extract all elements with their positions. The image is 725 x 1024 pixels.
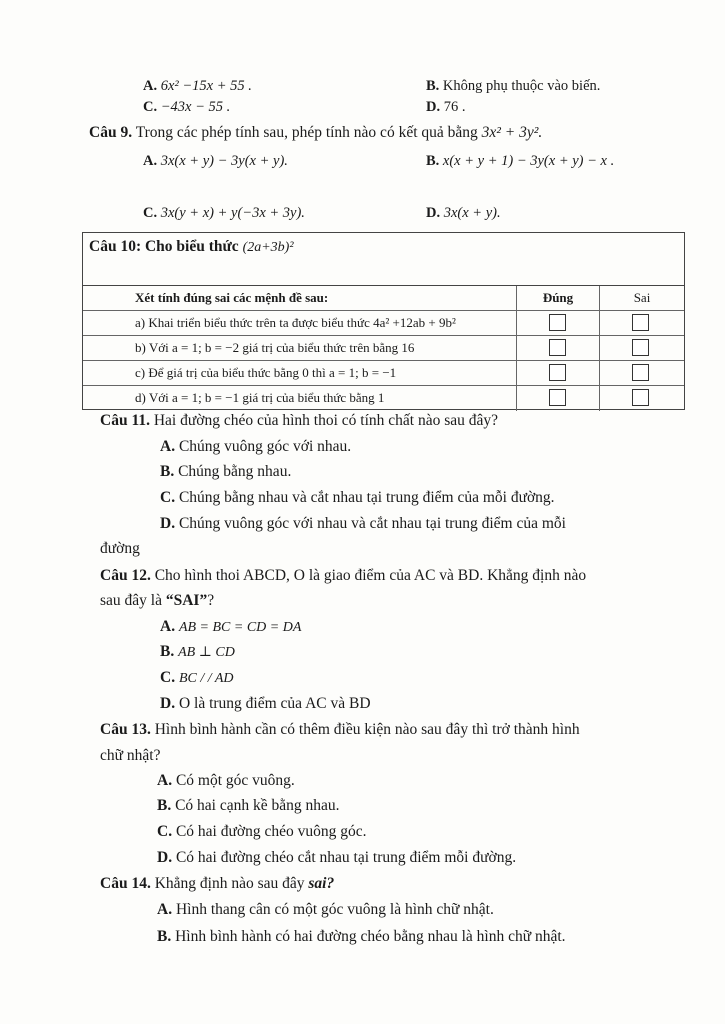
option-text: AB = BC = CD = DA (178, 620, 302, 635)
option-label: C. (143, 99, 158, 115)
q10-expression: (2a+3b)² (242, 240, 294, 255)
option-label: A. (160, 438, 176, 455)
q11-option-d-continued: đường (100, 540, 140, 557)
option-text: Có một góc vuông. (175, 772, 295, 789)
option-label: B. (160, 463, 175, 480)
q9-option-c[interactable] (143, 205, 305, 222)
question-text: Khẳng định nào sau đây (154, 875, 305, 892)
q8-option-a[interactable] (143, 78, 252, 95)
option-label: B. (157, 928, 172, 945)
false-checkbox-b[interactable] (632, 339, 649, 356)
q10-title: Câu 10: Cho biểu thức (2a+3b)² (89, 238, 294, 255)
statement-a: a) Khai triển biểu thức trên ta được biểu thức 4a² +12ab + 9b² (135, 315, 456, 330)
option-label: B. (160, 643, 175, 660)
option-text: Chúng bằng nhau và cắt nhau tại trung điểm của mỗi đường. (178, 489, 555, 506)
q11-option-c[interactable] (160, 489, 555, 507)
question-text: Hai đường chéo của hình thoi có tính chất nào sau đây? (153, 412, 498, 429)
header-true: Đúng (542, 290, 574, 305)
statement-d: d) Với a = 1; b = −1 giá trị của biểu thức bằng 1 (135, 390, 385, 405)
q8-option-d[interactable] (426, 99, 465, 116)
option-label: D. (157, 849, 173, 866)
emphasis-false: “SAI” (165, 592, 208, 609)
false-checkbox-c[interactable] (632, 364, 649, 381)
question-number: Câu 14. (100, 875, 151, 892)
option-text: −43x − 55 . (160, 99, 231, 115)
question-number: Câu 12. (100, 567, 151, 584)
option-text: O là trung điểm của AC và BD (178, 695, 371, 712)
option-text: Không phụ thuộc vào biến. (442, 78, 601, 94)
q9-option-d[interactable] (426, 205, 501, 222)
option-label: C. (160, 669, 176, 686)
q9-option-a[interactable] (143, 153, 288, 170)
q10-table (82, 232, 685, 410)
true-checkbox-a[interactable] (549, 314, 566, 331)
option-text: BC / / AD (178, 671, 234, 686)
option-label: C. (160, 489, 176, 506)
option-text: 3x(x + y). (443, 205, 501, 221)
q8-option-c[interactable] (143, 99, 230, 116)
q9-stem (89, 124, 542, 142)
q12-option-b[interactable] (160, 643, 235, 661)
question-text: Hình bình hành cần có thêm điều kiện nào sau đây thì trở thành hình (154, 721, 580, 738)
question-number: Câu 11. (100, 412, 150, 429)
option-label: A. (143, 78, 158, 94)
q12-stem-line1 (100, 567, 586, 585)
option-label: D. (426, 99, 441, 115)
option-text: 76 . (443, 99, 466, 115)
question-text: Trong các phép tính sau, phép tính nào có kết quả bằng (135, 124, 478, 141)
q13-option-a[interactable] (157, 772, 295, 790)
option-text: Có hai đường chéo vuông góc. (175, 823, 367, 840)
option-text: Chúng vuông góc với nhau và cắt nhau tại trung điểm của mỗi (178, 515, 566, 532)
option-text: 6x² −15x + 55 . (160, 78, 252, 94)
true-checkbox-d[interactable] (549, 389, 566, 406)
option-label: A. (160, 618, 176, 635)
option-text: Hình thang cân có một góc vuông là hình chữ nhật. (175, 901, 494, 918)
true-checkbox-b[interactable] (549, 339, 566, 356)
q13-option-b[interactable] (157, 797, 340, 815)
table-row (83, 336, 684, 361)
table-row (83, 311, 684, 336)
false-checkbox-d[interactable] (632, 389, 649, 406)
q13-option-c[interactable] (157, 823, 366, 841)
option-text: Chúng vuông góc với nhau. (178, 438, 352, 455)
option-text: 3x(x + y) − 3y(x + y). (160, 153, 288, 169)
option-text: Hình bình hành có hai đường chéo bằng nhau là hình chữ nhật. (175, 928, 566, 945)
q12-option-a[interactable] (160, 618, 301, 636)
option-text: Có hai cạnh kề bằng nhau. (175, 797, 340, 814)
option-label: B. (426, 153, 440, 169)
q10-grid (83, 285, 684, 411)
table-row (83, 386, 684, 411)
q11-option-a[interactable] (160, 438, 351, 456)
option-text: Có hai đường chéo cắt nhau tại trung điểm mỗi đường. (175, 849, 517, 866)
table-row (83, 361, 684, 386)
q14-option-a[interactable] (157, 901, 494, 919)
statement-c: c) Để giá trị của biểu thức bằng 0 thì a = 1; b = −1 (135, 365, 397, 380)
header-false: Sai (633, 290, 651, 305)
option-label: D. (160, 515, 176, 532)
q13-stem-line2: chữ nhật? (100, 747, 161, 764)
statement-b: b) Với a = 1; b = −2 giá trị của biểu thức trên bằng 16 (135, 340, 415, 355)
q11-option-b[interactable] (160, 463, 291, 481)
option-label: B. (426, 78, 440, 94)
question-text: Cho hình thoi ABCD, O là giao điểm của AC và BD. Khẳng định nào (154, 567, 587, 584)
option-label: A. (157, 772, 173, 789)
false-checkbox-a[interactable] (632, 314, 649, 331)
q12-option-c[interactable] (160, 669, 234, 687)
q8-option-b[interactable] (426, 78, 600, 95)
option-text: 3x(y + x) + y(−3x + 3y). (160, 205, 305, 221)
true-checkbox-c[interactable] (549, 364, 566, 381)
q12-stem-line2: sau đây là “SAI”? (100, 592, 215, 609)
option-label: A. (157, 901, 173, 918)
question-number: Câu 9. (89, 124, 133, 141)
option-text: x(x + y + 1) − 3y(x + y) − x . (442, 153, 615, 169)
q14-stem (100, 875, 334, 893)
option-label: C. (143, 205, 158, 221)
option-label: C. (157, 823, 173, 840)
option-label: A. (143, 153, 158, 169)
q12-option-d[interactable] (160, 695, 371, 713)
option-label: D. (426, 205, 441, 221)
option-label: D. (160, 695, 176, 712)
header-statement: Xét tính đúng sai các mệnh đề sau: (135, 290, 329, 305)
option-text: AB ⊥ CD (178, 645, 235, 660)
table-header-row (83, 286, 684, 311)
option-text: Chúng bằng nhau. (178, 463, 292, 480)
emphasis-false: sai? (308, 875, 335, 892)
q9-option-b[interactable] (426, 153, 614, 170)
q11-option-d[interactable] (160, 515, 566, 533)
option-label: B. (157, 797, 172, 814)
question-number: Câu 13. (100, 721, 151, 738)
q13-stem-line1 (100, 721, 580, 739)
q13-option-d[interactable] (157, 849, 516, 867)
q11-stem (100, 412, 498, 430)
q14-option-b[interactable] (157, 928, 566, 946)
question-expression: 3x² + 3y². (481, 124, 543, 141)
